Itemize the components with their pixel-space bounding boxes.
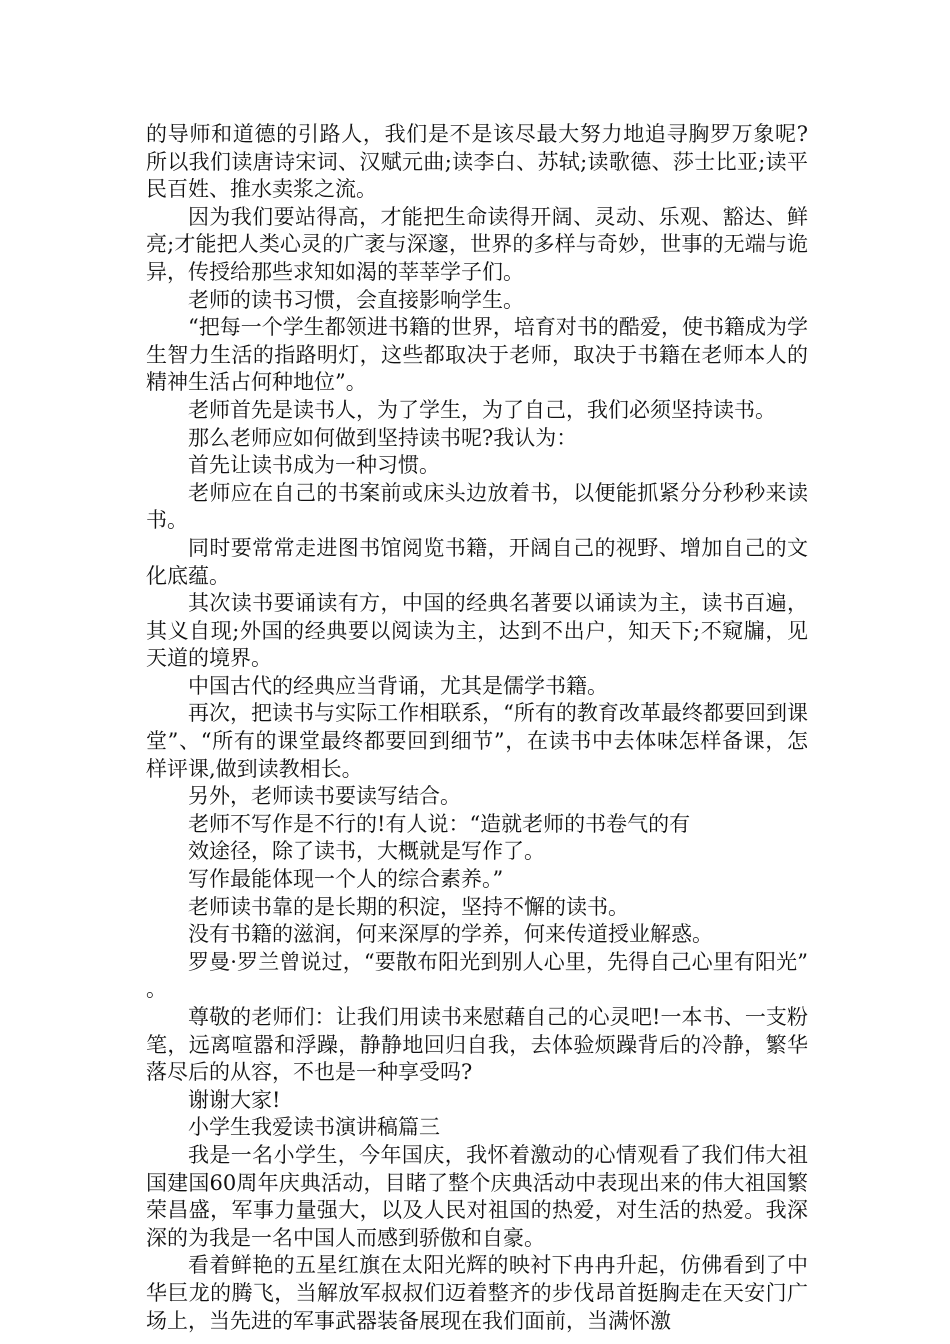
paragraph: 老师不写作是不行的!有人说：“造就老师的书卷气的有 bbox=[188, 811, 691, 836]
paragraph: 另外，老师读书要读写结合。 bbox=[188, 784, 461, 809]
paragraph: 老师首先是读书人，为了学生，为了自己，我们必须坚持读书。 bbox=[188, 397, 776, 422]
paragraph: 中国古代的经典应当背诵，尤其是儒学书籍。 bbox=[188, 673, 608, 698]
paragraph: 老师读书靠的是长期的积淀，坚持不懈的读书。 bbox=[188, 894, 629, 919]
paragraph: 那么老师应如何做到坚持读书呢?我认为： bbox=[188, 425, 578, 450]
paragraph: 其次读书要诵读有方，中国的经典名著要以诵读为主，读书百遍，其义自现;外国的经典要以阅读为主，达到不出户，知天下;不窥牖，见天道的境界。 bbox=[146, 591, 808, 671]
paragraph: 老师的读书习惯，会直接影响学生。 bbox=[188, 287, 524, 312]
paragraph: 看着鲜艳的五星红旗在太阳光辉的映衬下冉冉升起，仿佛看到了中华巨龙的腾飞，当解放军叔叔们迈着整齐的步伐昂首挺胸走在天安门广场上，当先进的军事武器装备展现在我们面前，当满怀激 bbox=[146, 1253, 808, 1333]
paragraph: 再次，把读书与实际工作相联系，“所有的教育改革最终都要回到课堂”、“所有的课堂最终都要回到细节”，在读书中去体味怎样备课，怎样评课,做到读教相长。 bbox=[146, 701, 808, 781]
paragraph: 写作最能体现一个人的综合素养。” bbox=[188, 867, 504, 892]
paragraph: 效途径，除了读书，大概就是写作了。 bbox=[188, 839, 545, 864]
paragraph: 尊敬的老师们：让我们用读书来慰藉自己的心灵吧!一本书、一支粉笔，远离喧嚣和浮躁，静静地回归自我，去体验烦躁背后的冷静，繁华落尽后的从容，不也是一种享受吗? bbox=[146, 1005, 808, 1085]
section-title: 小学生我爱读书演讲稿篇三 bbox=[188, 1115, 440, 1140]
paragraph: 老师应在自己的书案前或床头边放着书，以便能抓紧分分秒秒来读书。 bbox=[146, 480, 808, 533]
paragraph: 同时要常常走进图书馆阅览书籍，开阔自己的视野、增加自己的文化底蕴。 bbox=[146, 535, 808, 588]
paragraph: 我是一名小学生，今年国庆，我怀着激动的心情观看了我们伟大祖国建国60周年庆典活动，目睹了整个庆典活动中表现出来的伟大祖国繁荣昌盛，军事力量强大，以及人民对祖国的热爱，对生活的热爱。我深深的为我是一名中国人而感到骄傲和自豪。 bbox=[146, 1142, 808, 1250]
paragraph: 首先让读书成为一种习惯。 bbox=[188, 453, 440, 478]
paragraph: 因为我们要站得高，才能把生命读得开阔、灵动、乐观、豁达、鲜亮;才能把人类心灵的广袤与深邃，世界的多样与奇妙，世事的无端与诡异，传授给那些求知如渴的莘莘学子们。 bbox=[146, 204, 808, 284]
paragraph: 罗曼·罗兰曾说过，“要散布阳光到别人心里，先得自己心里有阳光”。 bbox=[146, 949, 808, 1002]
paragraph: 的导师和道德的引路人，我们是不是该尽最大努力地追寻胸罗万象呢?所以我们读唐诗宋词、汉赋元曲;读李白、苏轼;读歌德、莎士比亚;读平民百姓、推水卖浆之流。 bbox=[146, 122, 808, 202]
document-body bbox=[146, 121, 808, 1335]
paragraph: “把每一个学生都领进书籍的世界，培育对书的酷爱，使书籍成为学生智力生活的指路明灯，这些都取决于老师，取决于书籍在老师本人的精神生活占何种地位”。 bbox=[146, 315, 808, 395]
paragraph: 谢谢大家! bbox=[188, 1087, 281, 1112]
paragraph: 没有书籍的滋润，何来深厚的学养，何来传道授业解惑。 bbox=[188, 922, 713, 947]
